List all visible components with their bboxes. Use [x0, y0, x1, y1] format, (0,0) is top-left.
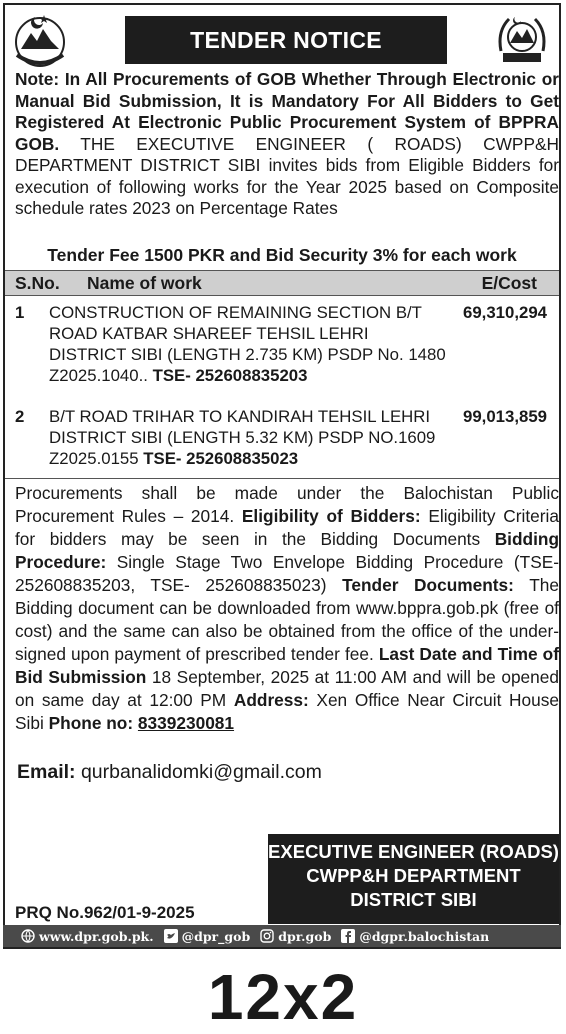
tse-number: TSE- 252608835203 — [152, 366, 308, 385]
footer-facebook[interactable] — [341, 929, 489, 944]
details-paragraph — [15, 482, 559, 735]
signature-department: CWPP&H DEPARTMENT — [306, 865, 521, 886]
documents-label: Tender Documents: — [342, 575, 514, 595]
eligibility-label: Eligibility of Bidders: — [241, 506, 421, 526]
phone-number[interactable]: 8339230081 — [137, 713, 235, 733]
header-sno: S.No. — [15, 273, 60, 293]
footer-twitter[interactable] — [164, 929, 251, 944]
twitter-icon — [164, 929, 178, 943]
signature-title: EXECUTIVE ENGINEER (ROADS) — [268, 841, 559, 862]
footer-bar — [3, 925, 561, 947]
department-emblem-logo — [493, 11, 551, 69]
procurement-rules-text: Procurements shall be made under the Balochistan Public Procurement Rules – 2014. — [15, 483, 559, 526]
divider — [5, 478, 559, 479]
work-name: B/T ROAD TRIHAR TO KANDIRAH TEHSIL LEHRI DISTRICT SIBI (LENGTH 5.32 KM) PSDP NO.1609 Z2025.0155 — [49, 407, 436, 468]
header-name-of-work: Name of work — [87, 273, 202, 293]
address-label: Address: — [233, 690, 309, 710]
row-cost: 69,310,294 — [463, 303, 547, 322]
signature-block — [268, 834, 559, 924]
intro-text: THE EXECUTIVE ENGINEER ( ROADS) CWPP&H DEPARTMENT DISTRICT SIBI invites bids from Eligible Bidders for execution of following works for the Year 2025 based on Composite schedule rates 2023 on Percentage Rates — [15, 133, 559, 218]
email-label: Email: — [17, 761, 76, 783]
tse-number: TSE- 252608835023 — [143, 449, 299, 468]
website-text: www.dpr.gob.pk. — [39, 928, 154, 944]
table-header — [5, 270, 559, 296]
procedure-text: Single Stage Two Envelope Bidding Procedure (TSE-252608835203, TSE- 252608835023) — [15, 552, 559, 595]
row-sno: 2 — [15, 407, 25, 426]
footer-instagram[interactable] — [260, 929, 331, 944]
procedure-label: Bidding Procedure: — [15, 529, 559, 572]
header-cost: E/Cost — [481, 273, 537, 293]
globe-icon — [21, 929, 35, 943]
last-date-label: Last Date and Time of Bid Submission — [15, 644, 559, 687]
address-text: Xen Office Near Circuit House Sibi — [15, 690, 559, 733]
row-description — [49, 302, 449, 386]
ad-size-label: 12x2 — [207, 961, 359, 1033]
instagram-icon — [260, 929, 274, 943]
row-sno: 1 — [15, 303, 25, 322]
work-name: CONSTRUCTION OF REMAINING SECTION B/T ROAD KATBAR SHAREEF TEHSIL LEHRI DISTRICT SIBI (LENGTH 2.735 KM) PSDP No. 1480 Z2025.1040.. — [49, 303, 446, 385]
page-title: TENDER NOTICE — [125, 16, 447, 64]
prq-number: PRQ No.962/01-9-2025 — [15, 903, 195, 922]
email-line — [17, 761, 322, 784]
signature-district: DISTRICT SIBI — [350, 889, 477, 910]
twitter-handle: @dpr_gob — [181, 928, 251, 944]
facebook-icon — [341, 929, 355, 943]
phone-label: Phone no: — [48, 713, 134, 733]
footer-website[interactable] — [21, 929, 154, 944]
registration-note: Note: In All Procurements of GOB Whether Through Electronic or Manual Bid Submission, It is Mandatory For All Bidders to Get Registered At Electronic Public Procurement System of BPPRA GOB. — [15, 69, 559, 154]
balochistan-emblem-logo — [11, 11, 69, 69]
instagram-handle: dpr.gob — [278, 928, 332, 944]
tender-fee-line: Tender Fee 1500 PKR and Bid Security 3% for each work — [47, 245, 517, 265]
notice-frame — [3, 3, 561, 949]
intro-paragraph — [15, 69, 559, 220]
eligibility-text: Eligibility Criteria for bidders may be seen in the Bidding Documents — [15, 506, 559, 549]
last-date-text: 18 September, 2025 at 11:00 AM and will be opened on same day at 12:00 PM — [15, 667, 559, 710]
documents-text: The Bidding document can be downloaded from www.bppra.gob.pk (free of cost) and the same can also be obtained from the office of the under-signed upon payment of prescribed tender fee. — [15, 575, 559, 664]
email-address[interactable]: qurbanalidomki@gmail.com — [75, 761, 322, 783]
row-cost: 99,013,859 — [463, 407, 547, 426]
facebook-handle: @dgpr.balochistan — [359, 928, 490, 944]
row-description — [49, 406, 449, 469]
